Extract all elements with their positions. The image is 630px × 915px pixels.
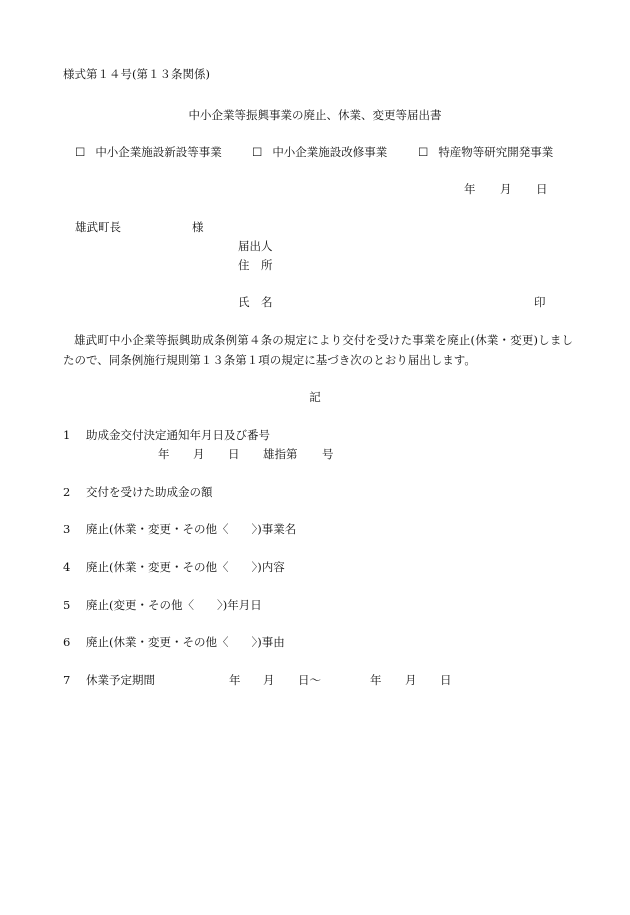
item1-number-prefix: 雄指第: [263, 447, 298, 461]
item-text: 交付を受けた助成金の額: [86, 485, 213, 499]
item-text: 休業予定期間: [86, 673, 155, 687]
period-start-year: 年: [229, 673, 241, 687]
item1-number-suffix: 号: [322, 447, 334, 461]
period-start-month: 月: [263, 673, 275, 687]
checkbox-item-2[interactable]: [252, 144, 387, 160]
checkbox-icon[interactable]: ☐: [252, 145, 263, 159]
period-end-month: 月: [405, 673, 417, 687]
item-text: 廃止(休業・変更・その他〈 〉)内容: [86, 560, 285, 574]
checkbox-item-3[interactable]: [418, 144, 553, 160]
checkbox-icon[interactable]: ☐: [75, 145, 86, 159]
applicant-name-label: 氏 名: [238, 295, 273, 309]
form-number: 様式第１４号(第１３条関係): [63, 67, 210, 81]
item-number: 3: [63, 522, 71, 536]
item-number: 5: [63, 598, 71, 612]
item-number: 2: [63, 485, 71, 499]
date-year: 年: [464, 182, 476, 196]
seal-mark: 印: [534, 295, 546, 309]
item-number: 1: [63, 428, 71, 442]
item-number: 4: [63, 560, 71, 574]
page-title: 中小企業等振興事業の廃止、休業、変更等届出書: [188, 108, 442, 122]
addressee-name: 雄武町長: [75, 220, 121, 234]
item1-month: 月: [193, 447, 205, 461]
item1-year: 年: [158, 447, 170, 461]
checkbox-icon[interactable]: ☐: [418, 145, 429, 159]
checkbox-label: 中小企業施設改修事業: [272, 145, 388, 159]
applicant-label: 届出人: [238, 239, 273, 253]
applicant-address-label: 住 所: [238, 258, 273, 272]
addressee-honorific: 様: [192, 220, 204, 234]
date-day: 日: [536, 182, 548, 196]
item1-day: 日: [228, 447, 240, 461]
item-text: 廃止(休業・変更・その他〈 〉)事業名: [86, 522, 297, 536]
date-month: 月: [500, 182, 512, 196]
period-end-year: 年: [370, 673, 382, 687]
item-text: 助成金交付決定通知年月日及び番号: [86, 428, 270, 442]
body-text: 雄武町中小企業等振興助成条例第４条の規定により交付を受けた事業を廃止(休業・変更)しましたので、同条例施行規則第１３条第１項の規定に基づき次のとおり届出します。: [63, 333, 573, 367]
ki-heading: 記: [309, 390, 321, 404]
period-start-day: 日〜: [298, 673, 321, 687]
item-text: 廃止(変更・その他〈 〉)年月日: [86, 598, 262, 612]
period-end-day: 日: [440, 673, 452, 687]
checkbox-label: 中小企業施設新設等事業: [95, 145, 222, 159]
item-number: 6: [63, 635, 71, 649]
checkbox-item-1[interactable]: [75, 144, 222, 160]
checkbox-label: 特産物等研究開発事業: [438, 145, 554, 159]
item-text: 廃止(休業・変更・その他〈 〉)事由: [86, 635, 285, 649]
item-number: 7: [63, 673, 71, 687]
